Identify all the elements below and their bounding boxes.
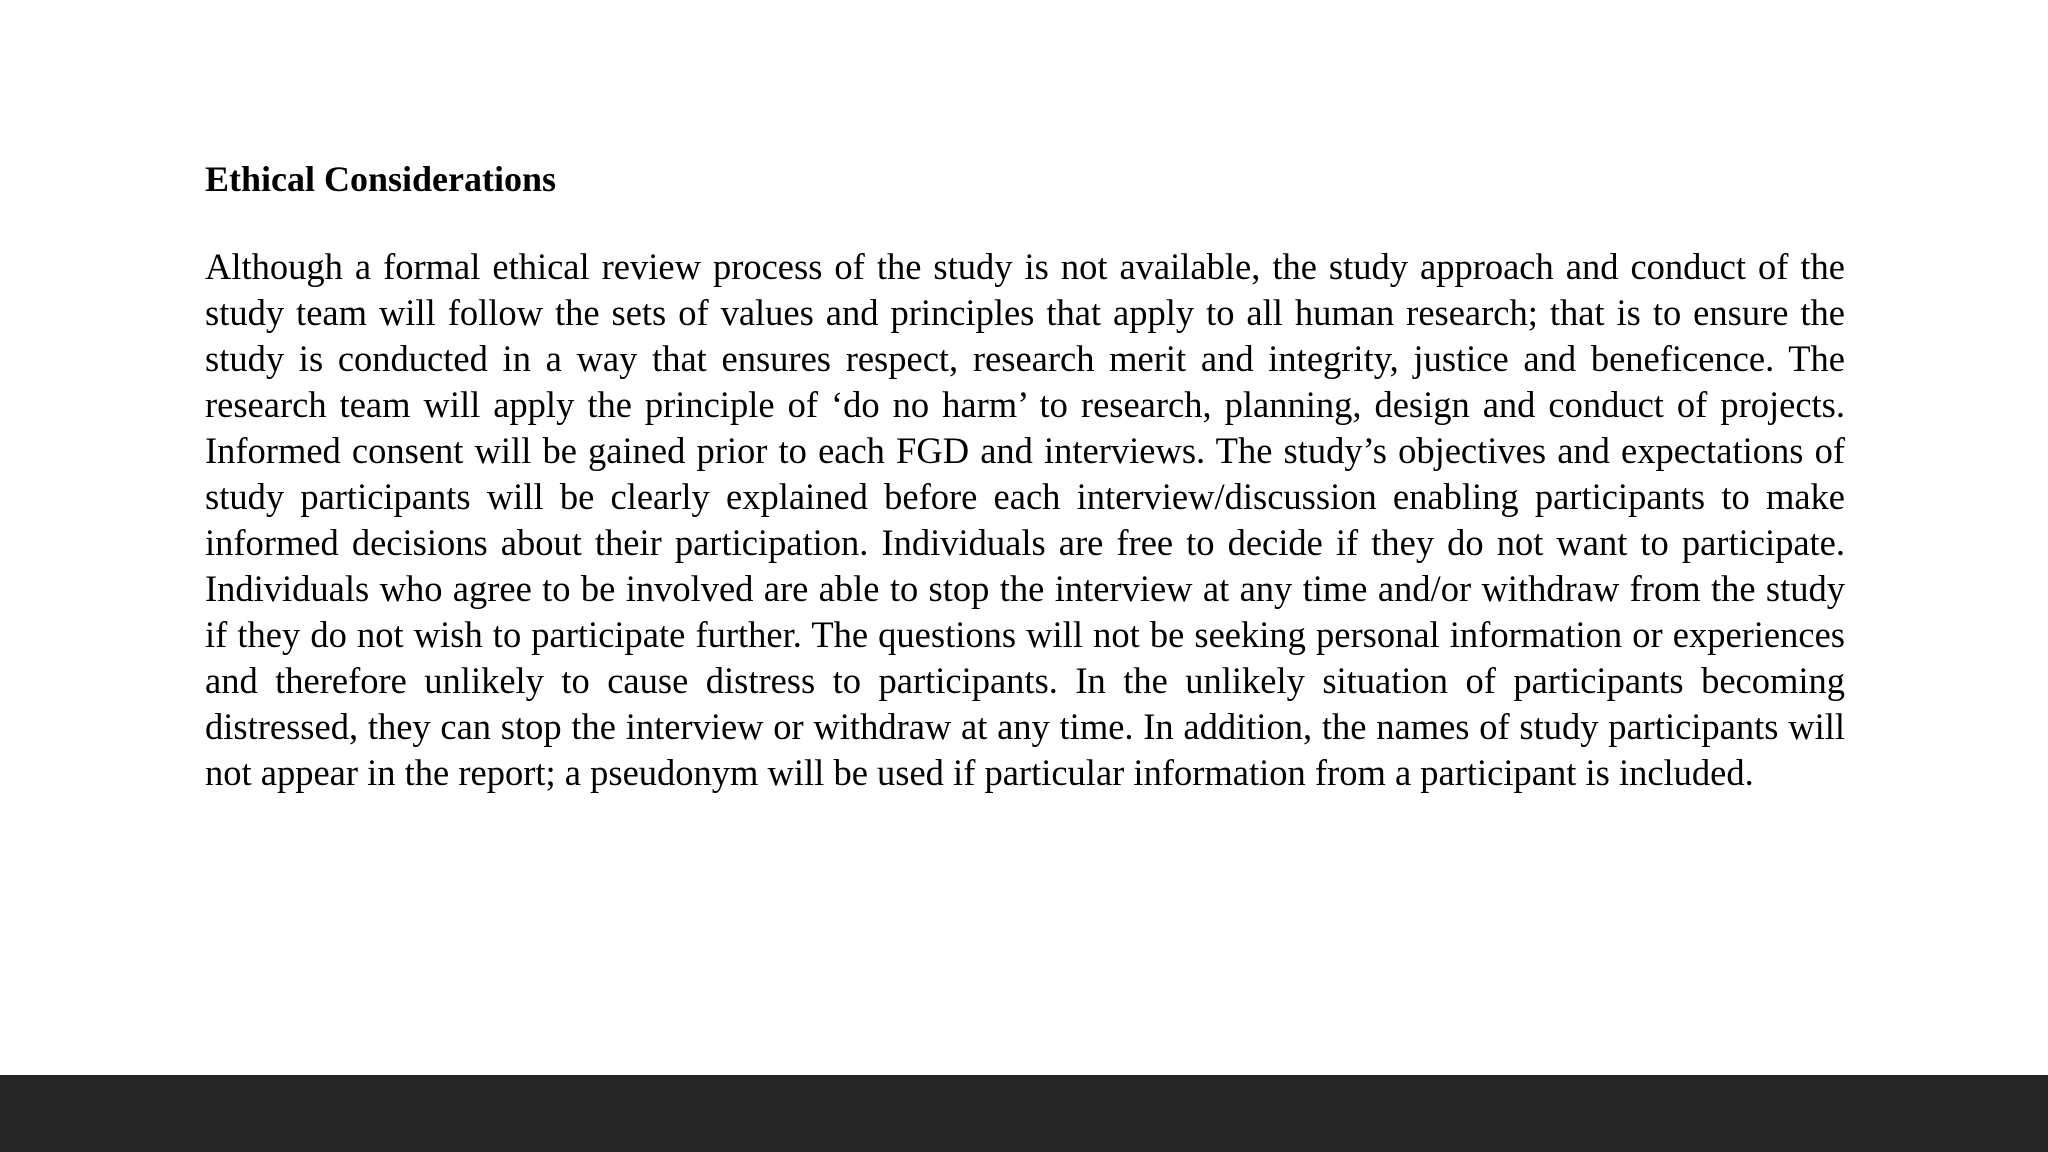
body-paragraph: Although a formal ethical review process of the study is not available, the study approach and conduct of the study team will follow the sets of values and principles that apply to all human research; that is to ensure the study is conducted in a way that ensures respect, research merit and integrity, justice and beneficence. The research team will apply the principle of ‘do no harm’ to research, planning, design and conduct of projects. Informed consent will be gained prior to each FGD and interviews. The study’s objectives and expectations of study participants will be clearly explained before each interview/discussion enabling participants to make informed decisions about their participation. Individuals are free to decide if they do not want to participate. Individuals who agree to be involved are able to stop the interview at any time and/or withdraw from the study if they do not wish to participate further. The questions will not be seeking personal information or experiences and therefore unlikely to cause distress to participants. In the unlikely situation of participants becoming distressed, they can stop the interview or withdraw at any time. In addition, the names of study participants will not appear in the report; a pseudonym will be used if particular information from a participant is included. (205, 246, 1845, 793)
section-heading: Ethical Considerations (205, 159, 557, 199)
text-block (205, 155, 1845, 796)
footer-bar (0, 1075, 2048, 1152)
